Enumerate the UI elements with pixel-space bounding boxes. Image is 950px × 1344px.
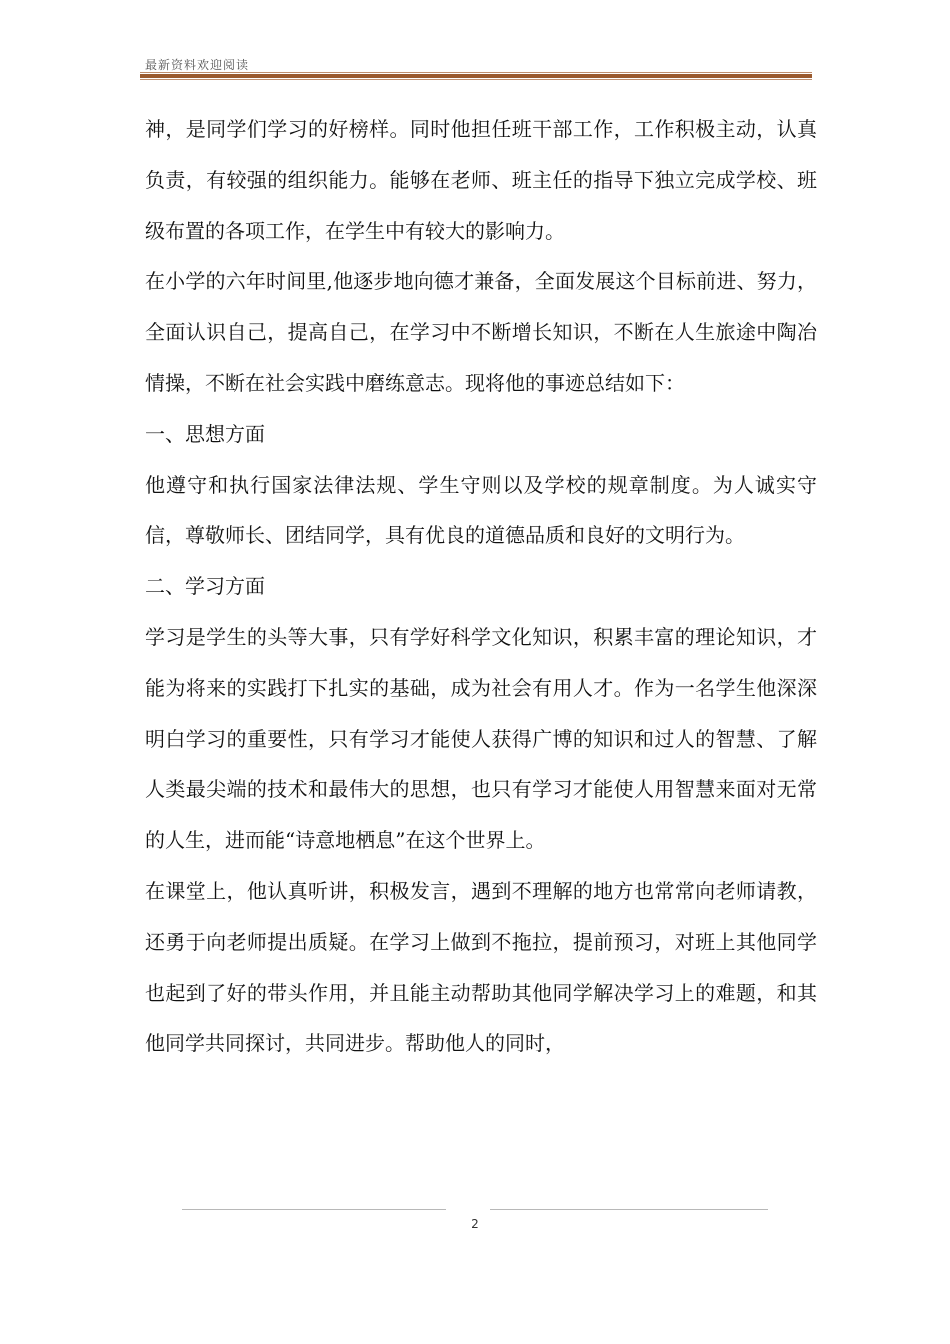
paragraph: 他遵守和执行国家法律法规、学生守则以及学校的规章制度。为人诚实守信，尊敬师长、团结同学，具有优良的道德品质和良好的文明行为。 bbox=[145, 472, 817, 548]
page-number: 2 bbox=[471, 1217, 479, 1231]
header-rule-bottom bbox=[140, 79, 812, 80]
footer-rule-right bbox=[490, 1209, 768, 1210]
paragraph: 在课堂上，他认真听讲，积极发言，遇到不理解的地方也常常向老师请教，还勇于向老师提出质疑。在学习上做到不拖拉，提前预习，对班上其他同学也起到了好的带头作用，并且能主动帮助其他同学解决学习上的难题，和其他同学共同探讨，共同进步。帮助他人的同时， bbox=[145, 878, 817, 1056]
header-rule-thick bbox=[140, 74, 812, 78]
header-title: 最新资料欢迎阅读 bbox=[145, 58, 250, 72]
header-rule-top bbox=[140, 72, 812, 73]
section-heading: 二、学习方面 bbox=[145, 574, 265, 599]
paragraph: 神，是同学们学习的好榜样。同时他担任班干部工作，工作积极主动，认真负责，有较强的组织能力。能够在老师、班主任的指导下独立完成学校、班级布置的各项工作，在学生中有较大的影响力。 bbox=[145, 117, 817, 243]
section-heading: 一、思想方面 bbox=[145, 421, 265, 446]
footer-rule-left bbox=[182, 1209, 446, 1210]
paragraph: 学习是学生的头等大事，只有学好科学文化知识，积累丰富的理论知识，才能为将来的实践打下扎实的基础，成为社会有用人才。作为一名学生他深深明白学习的重要性，只有学习才能使人获得广博的知识和过人的智慧、了解人类最尖端的技术和最伟大的思想，也只有学习才能使人用智慧来面对无常的人生，进而能“诗意地栖息”在这个世界上。 bbox=[145, 624, 817, 853]
document-body bbox=[145, 104, 817, 1069]
paragraph: 在小学的六年时间里,他逐步地向德才兼备，全面发展这个目标前进、努力，全面认识自己，提高自己，在学习中不断增长知识，不断在人生旅途中陶冶情操，不断在社会实践中磨练意志。现将他的事迹总结如下： bbox=[145, 269, 817, 395]
